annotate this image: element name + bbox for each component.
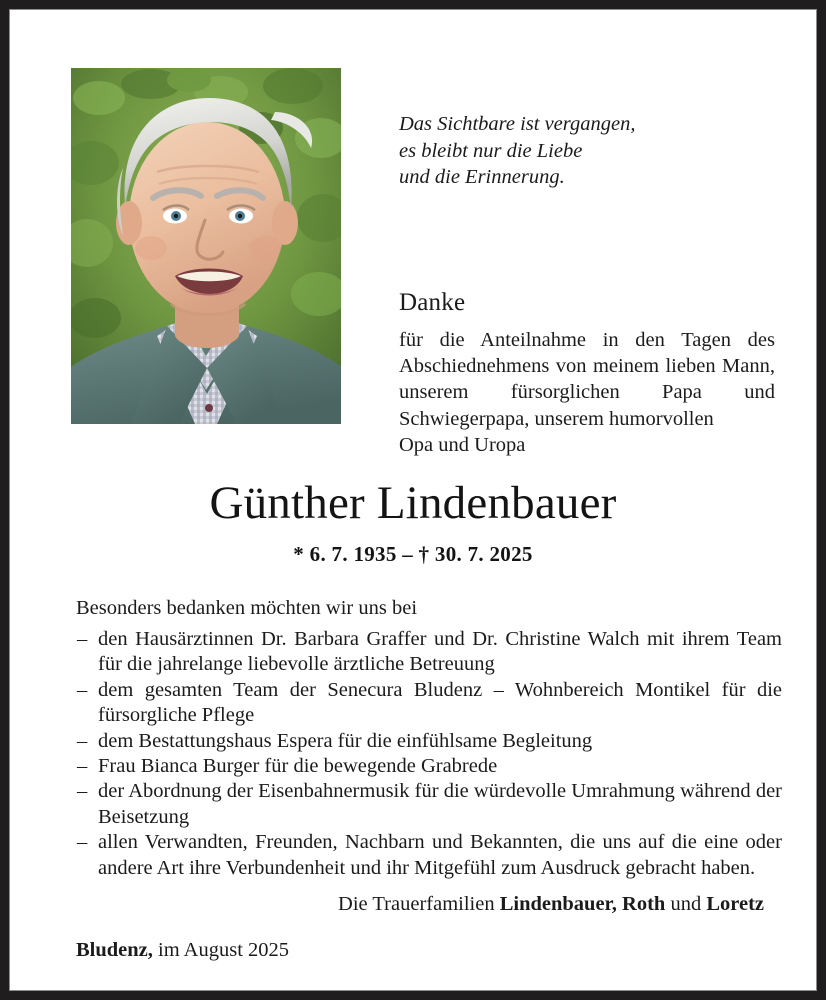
publication-date: im August 2025 xyxy=(152,939,290,961)
list-item-text: Frau Bianca Burger für die bewegende Grabrede xyxy=(98,755,498,778)
life-dates: * 6. 7. 1935 – † 30. 7. 2025 xyxy=(293,542,533,566)
quote-line-2: es bleibt nur die Liebe xyxy=(399,139,583,162)
danke-body-text: für die Anteilnahme in den Tagen des Abschiednehmens von meinem lieben Mann, unserem fürsorglichen Papa und Schwiegerpapa, unserem humorvollen xyxy=(399,329,775,430)
quote-line-3: und die Erinnerung. xyxy=(399,166,565,188)
thanks-intro: Besonders bedanken möchten wir uns bei xyxy=(76,597,418,619)
families-middle: und xyxy=(665,893,707,915)
family-name-secondary: Loretz xyxy=(706,893,764,915)
list-item-text: allen Verwandten, Freunden, Nachbarn und Bekannten, die uns auf die eine oder andere Art ihre Verbundenheit und ihr Mitgefühl zum Ausdruck gebracht haben. xyxy=(98,831,782,879)
memorial-quote xyxy=(399,111,779,191)
quote-line-1: Das Sichtbare ist vergangen, xyxy=(399,113,636,135)
danke-heading: Danke xyxy=(399,289,466,316)
list-item xyxy=(76,779,782,830)
danke-body-lastline: Opa und Uropa xyxy=(399,433,526,456)
list-item-text: den Hausärztinnen Dr. Barbara Graffer und Dr. Christine Walch mit ihrem Team für die jahrelange liebevolle ärztliche Betreuung xyxy=(98,628,782,676)
list-item xyxy=(76,754,782,779)
list-dash: – xyxy=(77,729,88,752)
list-dash: – xyxy=(77,755,88,778)
mourning-families xyxy=(10,891,816,917)
portrait-illustration xyxy=(71,68,341,424)
list-dash: – xyxy=(77,831,88,854)
portrait-photo xyxy=(71,68,341,424)
list-item xyxy=(76,830,782,881)
list-item-text: dem Bestattungshaus Espera für die einfühlsame Begleitung xyxy=(98,729,593,752)
notice-card xyxy=(9,9,817,991)
list-item xyxy=(76,627,782,678)
list-item-text: der Abordnung der Eisenbahnermusik für die würdevolle Umrahmung während der Beisetzung xyxy=(98,780,782,828)
list-item-text: dem gesamten Team der Senecura Bludenz – Wohnbereich Montikel für die fürsorgliche Pflege xyxy=(98,678,782,727)
families-prefix: Die Trauerfamilien xyxy=(338,893,500,915)
list-item xyxy=(76,678,782,729)
thanks-list xyxy=(76,627,782,881)
top-section xyxy=(10,10,816,456)
list-item xyxy=(76,729,782,754)
place-and-date xyxy=(76,937,289,963)
family-name-primary: Lindenbauer, Roth xyxy=(499,893,666,915)
danke-body xyxy=(399,327,775,458)
list-dash: – xyxy=(77,678,88,701)
deceased-name: Günther Lindenbauer xyxy=(209,477,617,529)
list-dash: – xyxy=(77,628,88,650)
place-name: Bludenz, xyxy=(76,939,153,961)
list-dash: – xyxy=(77,780,88,803)
